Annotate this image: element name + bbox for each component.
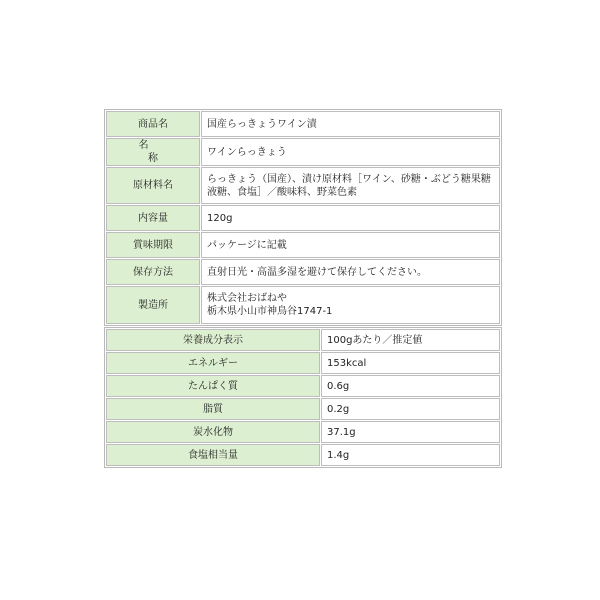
table-row — [106, 167, 500, 204]
table-row — [106, 286, 500, 324]
manufacturer-label: 製造所 — [106, 286, 200, 324]
energy-value: 153kcal — [321, 352, 500, 374]
table-row — [106, 111, 500, 137]
carbohydrate-label: 炭水化物 — [106, 421, 320, 443]
nutrition-header-label: 栄養成分表示 — [106, 329, 320, 351]
energy-label: エネルギー — [106, 352, 320, 374]
table-row — [106, 329, 500, 351]
table-row — [106, 444, 500, 466]
nutrition-header-value: 100gあたり／推定値 — [321, 329, 500, 351]
manufacturer-address: 栃木県小山市神鳥谷1747-1 — [207, 306, 333, 317]
table-row — [106, 421, 500, 443]
manufacturer-value — [201, 286, 500, 324]
storage-label: 保存方法 — [106, 259, 200, 285]
table-row — [106, 398, 500, 420]
best-before-value: パッケージに記載 — [201, 232, 500, 258]
salt-equivalent-value: 1.4g — [321, 444, 500, 466]
generic-name-value: ワインらっきょう — [201, 138, 500, 166]
table-row — [106, 375, 500, 397]
net-weight-label: 内容量 — [106, 205, 200, 231]
net-weight-value: 120g — [201, 205, 500, 231]
table-row — [106, 205, 500, 231]
table-row — [106, 352, 500, 374]
generic-name-label-text: 名 称 — [138, 140, 197, 164]
storage-value: 直射日光・高温多湿を避けて保存してください。 — [201, 259, 500, 285]
salt-equivalent-label: 食塩相当量 — [106, 444, 320, 466]
table-row — [106, 138, 500, 166]
ingredients-label: 原材料名 — [106, 167, 200, 204]
table-row — [106, 232, 500, 258]
protein-value: 0.6g — [321, 375, 500, 397]
fat-value: 0.2g — [321, 398, 500, 420]
fat-label: 脂質 — [106, 398, 320, 420]
product-name-label: 商品名 — [106, 111, 200, 137]
ingredients-value: らっきょう（国産）、漬け原材料［ワイン、砂糖・ぶどう糖果糖液糖、食塩］／酸味料、野菜色素 — [201, 167, 500, 204]
best-before-label: 賞味期限 — [106, 232, 200, 258]
product-name-value: 国産らっきょうワイン漬 — [201, 111, 500, 137]
protein-label: たんぱく質 — [106, 375, 320, 397]
table-row — [106, 259, 500, 285]
generic-name-label — [106, 138, 200, 166]
product-info-table — [104, 109, 502, 326]
carbohydrate-value: 37.1g — [321, 421, 500, 443]
manufacturer-company: 株式会社おばねや — [207, 293, 287, 304]
nutrition-facts-table — [104, 327, 502, 468]
